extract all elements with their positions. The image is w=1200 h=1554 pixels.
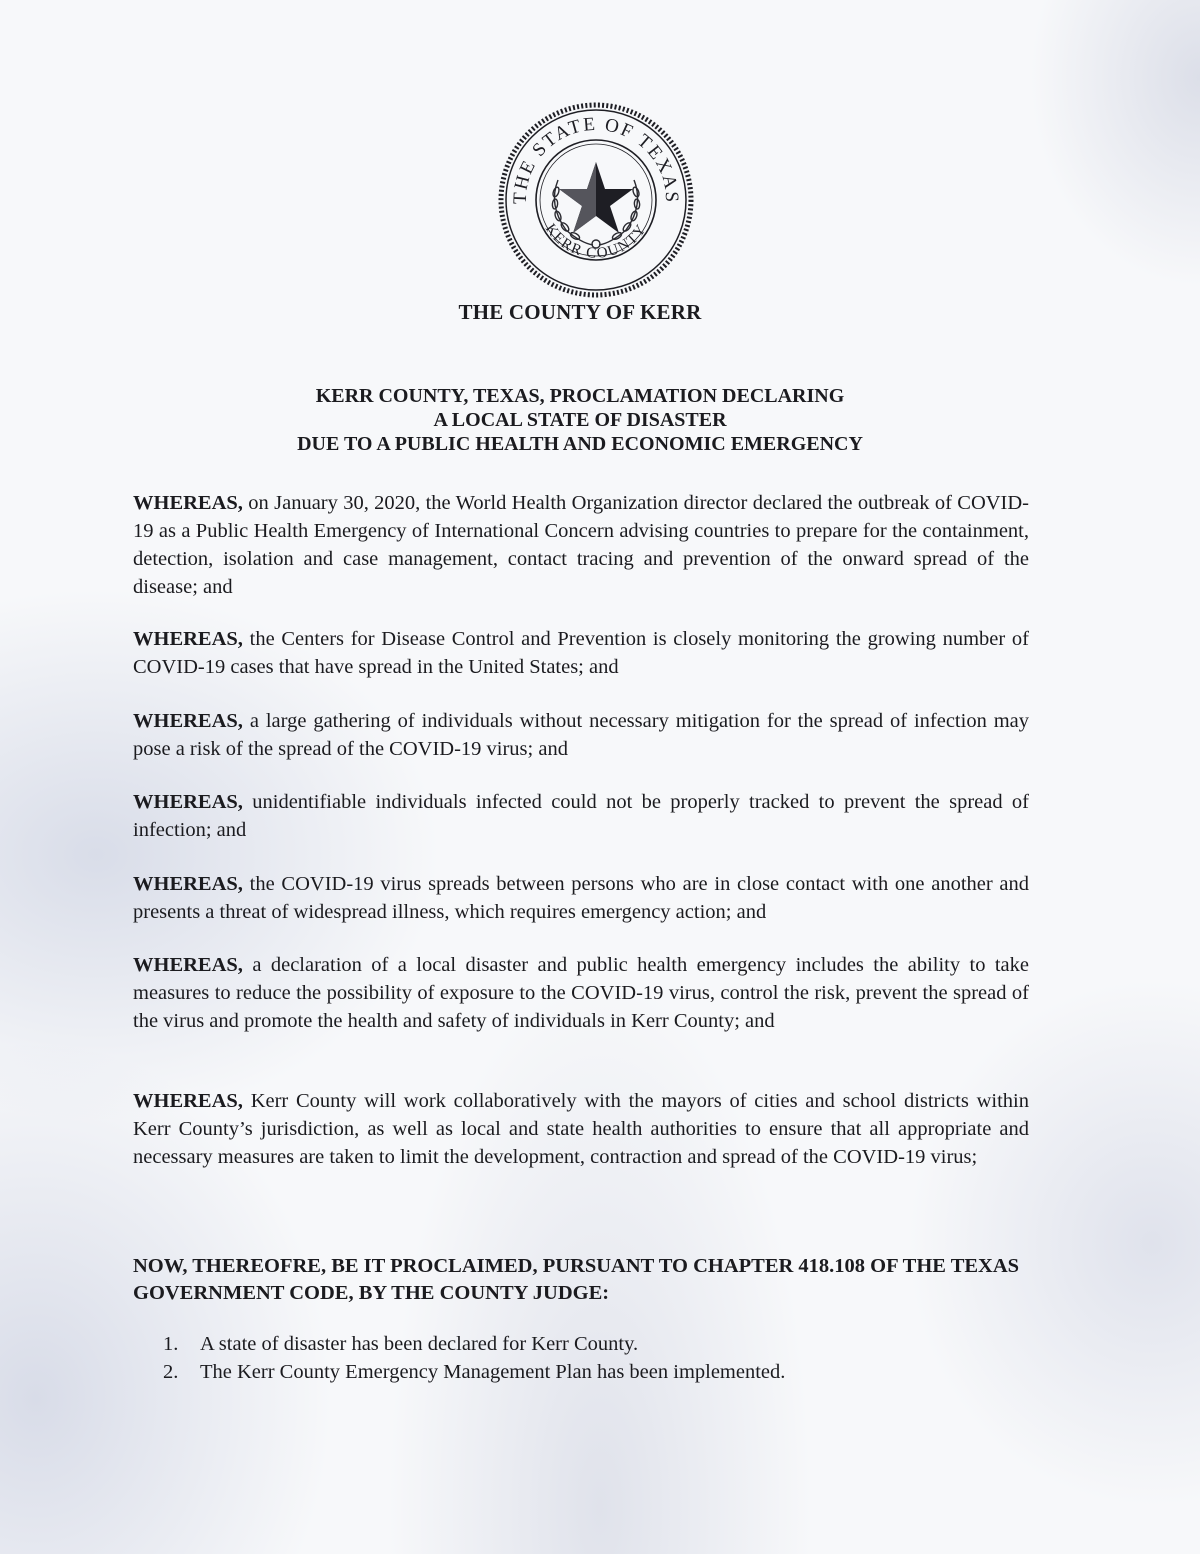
whereas-lead: WHEREAS, xyxy=(133,954,243,976)
whereas-lead: WHEREAS, xyxy=(133,873,243,895)
svg-text:KERR COUNTY xyxy=(542,221,650,262)
whereas-lead: WHEREAS, xyxy=(133,791,243,813)
whereas-text: on January 30, 2020, the World Health Organization director declared the outbreak of COVID-19 as a Public Health Emergency of International Concern advising countries to prepare for the containment, detection, isolation and case management, contact tracing and prevention of the onward spread of the disease; and xyxy=(133,492,1030,598)
county-name-heading: THE COUNTY OF KERR xyxy=(458,300,702,324)
whereas-text: the Centers for Disease Control and Prevention is closely monitoring the growing number of COVID-19 cases that have spread in the United States; and xyxy=(133,628,1030,678)
kerr-county-seal xyxy=(496,100,696,300)
whereas-text: Kerr County will work collaboratively with the mayors of cities and school districts within Kerr County’s jurisdiction, as well as local and state health authorities to ensure that all appropriate and necessary measures are taken to limit the development, contraction and spread of the COVID-19 virus; xyxy=(133,1090,1029,1168)
seal-top-text: THE STATE OF TEXAS xyxy=(509,113,683,205)
whereas-text: a large gathering of individuals without necessary mitigation for the spread of infection may pose a risk of the spread of the COVID-19 virus; and xyxy=(133,710,1030,760)
whereas-clause xyxy=(133,870,1029,926)
proclamation-title xyxy=(130,384,1030,456)
whereas-lead: WHEREAS, xyxy=(133,628,243,650)
whereas-clause xyxy=(133,1087,1029,1171)
seal-bottom-text: KERR COUNTY xyxy=(541,221,651,262)
title-line: A LOCAL STATE OF DISASTER xyxy=(433,409,727,431)
whereas-lead: WHEREAS, xyxy=(133,492,243,514)
whereas-clause xyxy=(133,707,1029,763)
list-item xyxy=(163,1358,1023,1386)
whereas-lead: WHEREAS, xyxy=(133,710,243,732)
whereas-text: a declaration of a local disaster and public health emergency includes the ability to take measures to reduce the possibility of exposure to the COVID-19 virus, control the risk, prevent the spread of the virus and promote the health and safety of individuals in Kerr County; and xyxy=(133,954,1029,1032)
whereas-text: unidentifiable individuals infected could not be properly tracked to prevent the spread of infection; and xyxy=(133,791,1029,841)
whereas-clause xyxy=(133,951,1029,1035)
proclamation-heading: NOW, THEREOFRE, BE IT PROCLAIMED, PURSUANT TO CHAPTER 418.108 OF THE TEXAS GOVERNMENT CODE, BY THE COUNTY JUDGE: xyxy=(133,1255,1020,1304)
list-item-text: A state of disaster has been declared for Kerr County. xyxy=(200,1333,639,1355)
list-item-number: 2. xyxy=(163,1361,179,1383)
list-item-text: The Kerr County Emergency Management Plan has been implemented. xyxy=(200,1361,786,1383)
list-item xyxy=(163,1330,1023,1358)
title-line: DUE TO A PUBLIC HEALTH AND ECONOMIC EMERGENCY xyxy=(297,433,863,455)
proclamation-list xyxy=(163,1330,1023,1386)
whereas-text: the COVID-19 virus spreads between persons who are in close contact with one another and presents a threat of widespread illness, which requires emergency action; and xyxy=(133,873,1030,923)
list-item-number: 1. xyxy=(163,1333,179,1355)
whereas-lead: WHEREAS, xyxy=(133,1090,243,1112)
title-line: KERR COUNTY, TEXAS, PROCLAMATION DECLARING xyxy=(315,385,845,407)
whereas-clause xyxy=(133,788,1029,844)
whereas-clause xyxy=(133,625,1029,681)
whereas-clause xyxy=(133,489,1029,601)
star-icon xyxy=(559,162,633,233)
